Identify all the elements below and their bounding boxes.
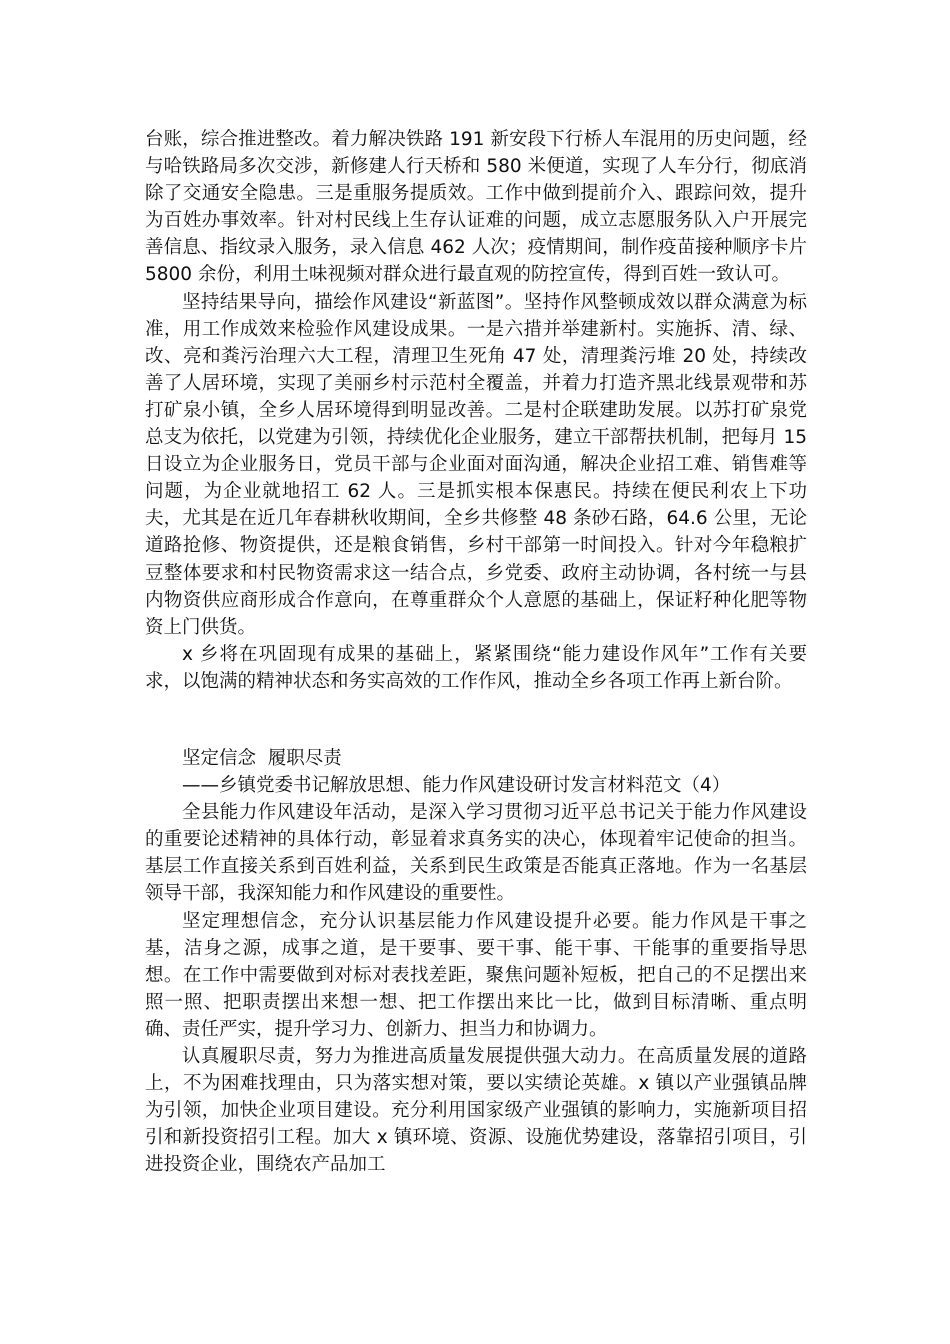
paragraph-results-orientation: 坚持结果导向，描绘作风建设“新蓝图”。坚持作风整顿成效以群众满意为标准，用工作成效来检验作风建设成果。一是六措并举建新村。实施拆、清、绿、改、亮和粪污治理六大工程，清理卫生死角 47 处，清理粪污堆 20 处，持续改善了人居环境，实现了美丽乡村示范村全覆盖，并着力打造齐黑北线景观带和苏打矿泉小镇，全乡人居环境得到明显改善。二是村企联建助发展。以苏打矿泉党总支为依托，以党建为引领，持续优化企业服务，建立干部帮扶机制，把每月 15 日设立为企业服务日，党员干部与企业面对面沟通，解决企业招工难、销售难等问题，为企业就地招工 62 人。三是抓实根本保惠民。持续在便民利农上下功夫，尤其是在近几年春耕秋收期间，全乡共修整 48 条砂石路，64.6 公里，无论道路抢修、物资提供，还是粮食销售，乡村干部第一时间投入。针对今年稳粮扩豆整体要求和村民物资需求这一结合点，乡党委、政府主动协调，各村统一与县内物资供应商形成合作意向，在尊重群众个人意愿的基础上，保证籽种化肥等物资上门供货。 (145, 291, 807, 638)
paragraph-intro: 全县能力作风建设年活动，是深入学习贯彻习近平总书记关于能力作风建设的重要论述精神的具体行动，彰显着求真务实的决心，体现着牢记使命的担当。基层工作直接关系到百姓利益，关系到民生政策是否能真正落地。作为一名基层领导干部，我深知能力和作风建设的重要性。 (145, 802, 807, 905)
paragraph-fulfill-duties: 认真履职尽责，努力为推进高质量发展提供强大动力。在高质量发展的道路上，不为困难找理由，只为落实想对策，要以实绩论英雄。x 镇以产业强镇品牌为引领，加快企业项目建设。充分利用国家级产业强镇的影响力，实施新项目招引和新投资招引工程。加大 x 镇环境、资源、设施优势建设，落靠招引项目，引进投资企业，围绕农产品加工 (145, 1046, 807, 1176)
article-subtitle: ——乡镇党委书记解放思想、能力作风建设研讨发言材料范文（4） (182, 775, 731, 797)
paragraph-continuation: 台账，综合推进整改。着力解决铁路 191 新安段下行桥人车混用的历史问题，经与哈铁路局多次交涉，新修建人行天桥和 580 米便道，实现了人车分行，彻底消除了交通安全隐患。三是重服务提质效。工作中做到提前介入、跟踪问效，提升为百姓办事效率。针对村民线上生存认证难的问题，成立志愿服务队入户开展完善信息、指纹录入服务，录入信息 462 人次；疫情期间，制作疫苗接种顺序卡片 5800 余份，利用土味视频对群众进行最直观的防控宣传，得到百姓一致认可。 (145, 129, 807, 286)
document-page (145, 126, 807, 1178)
article-heading (145, 745, 807, 772)
article-title: 坚定信念 履职尽责 (182, 747, 342, 769)
paragraph-firm-belief: 坚定理想信念，充分认识基层能力作风建设提升必要。能力作风是干事之基，洁身之源，成事之道，是干要事、要干事、能干事、干能事的重要指导思想。在工作中需要做到对标对表找差距，聚焦问题补短板，把自己的不足摆出来照一照、把职责摆出来想一想、把工作摆出来比一比，做到目标清晰、重点明确、责任严实，提升学习力、创新力、担当力和协调力。 (145, 910, 807, 1040)
paragraph-conclusion: x 乡将在巩固现有成果的基础上，紧紧围绕“能力建设作风年”工作有关要求，以饱满的精神状态和务实高效的工作作风，推动全乡各项工作再上新台阶。 (145, 643, 807, 692)
